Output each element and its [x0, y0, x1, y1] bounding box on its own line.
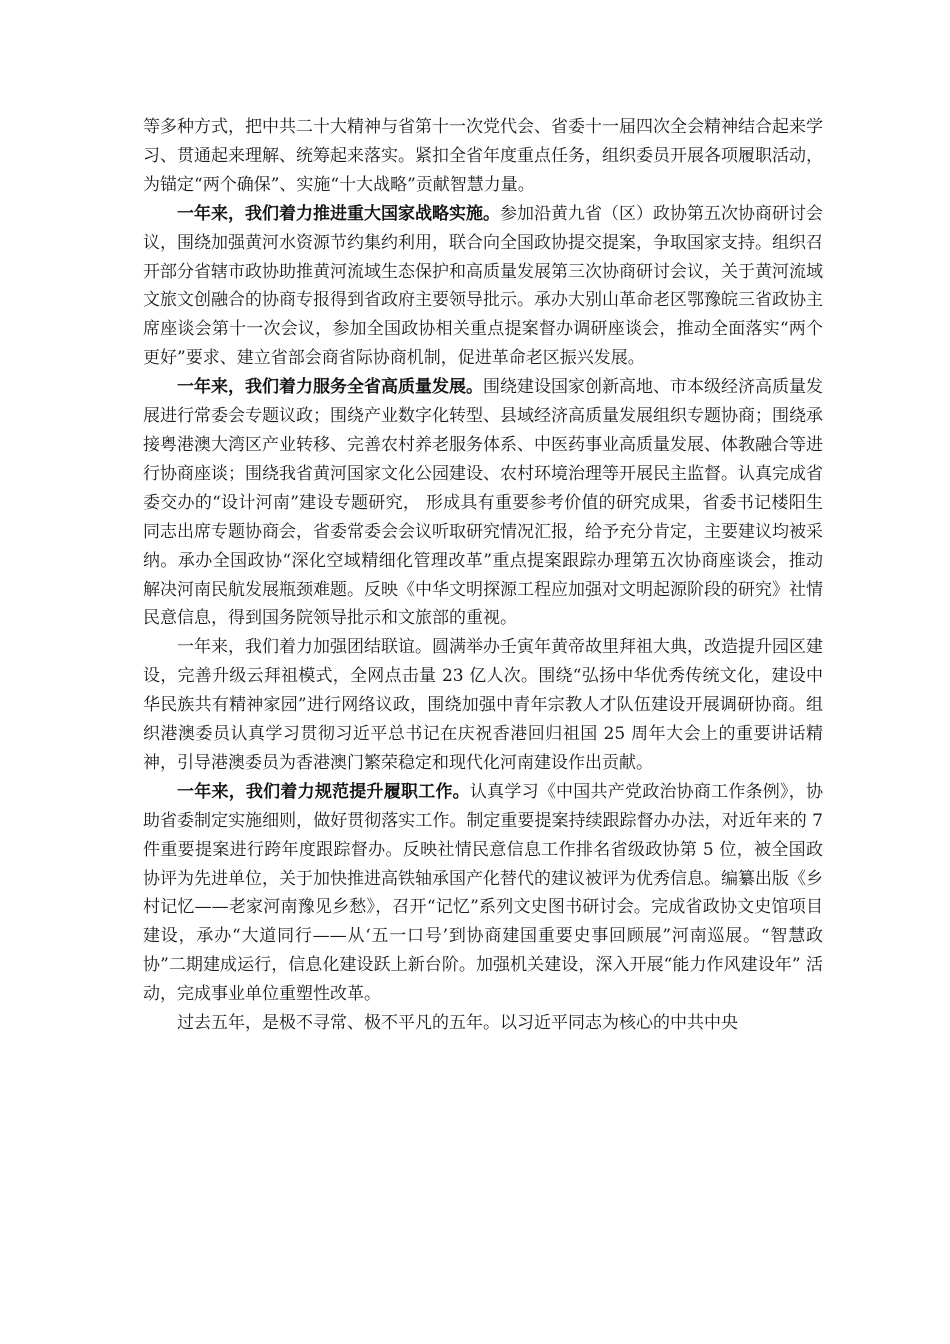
paragraph-text: 参加沿黄九省（区）政协第五次协商研讨会议，围绕加强黄河水资源节约集约利用，联合向全国政协提交提案，争取国家支持。组织召开部分省辖市政协助推黄河流域生态保护和高质量发展第三次协商研讨会议，关于黄河流域文旅文创融合的协商专报得到省政府主要领导批示。承办大别山革命老区鄂豫皖三省政协主席座谈会第十一次会议，参加全国政协相关重点提案督办调研座谈会，推动全面落实“两个更好”要求、建立省部会商省际协商机制，促进革命老区振兴发展。	[143, 203, 823, 369]
paragraph-intro-continuation	[143, 113, 823, 200]
document-body	[143, 113, 823, 1038]
paragraph-lead-heading: 一年来，我们着力服务全省高质量发展。	[177, 377, 483, 398]
paragraph-national-strategy	[143, 200, 823, 373]
paragraph-lead-heading: 一年来，我们着力规范提升履职工作。	[177, 781, 470, 802]
paragraph-lead-heading: 一年来，我们着力推进重大国家战略实施。	[177, 203, 500, 224]
paragraph-text: 认真学习《中国共产党政治协商工作条例》，协助省委制定实施细则，做好贯彻落实工作。制定重要提案持续跟踪督办办法，对近年来的 7 件重要提案进行跨年度跟踪督办。反映社情民意信息工作排名省级政协第 5 位，被全国政协评为先进单位，关于加快推进高铁轴承国产化替代的建议被评为优秀信息。编纂出版《乡村记忆——老家河南豫见乡愁》，召开“记忆”系列文史图书研讨会。完成省政协文史馆项目建设，承办“大道同行——从‘五一口号’到协商建国重要史事回顾展”河南巡展。“智慧政协”二期建成运行，信息化建设跃上新台阶。加强机关建设，深入开展“能力作风建设年” 活动，完成事业单位重塑性改革。	[143, 781, 824, 1005]
paragraph-text: 过去五年，是极不寻常、极不平凡的五年。以习近平同志为核心的中共中央	[177, 1013, 738, 1034]
paragraph-high-quality-development	[143, 373, 823, 633]
paragraph-unity-friendship	[143, 633, 823, 778]
paragraph-past-five-years	[143, 1009, 823, 1038]
paragraph-text: 等多种方式，把中共二十大精神与省第十一次党代会、省委十一届四次全会精神结合起来学习、贯通起来理解、统筹起来落实。紧扣全省年度重点任务，组织委员开展各项履职活动，为锚定“两个确保”、实施“十大战略”贡献智慧力量。	[143, 117, 823, 195]
paragraph-duty-performance	[143, 778, 823, 1009]
paragraph-text: 围绕建设国家创新高地、市本级经济高质量发展进行常委会专题议政；围绕产业数字化转型、县域经济高质量发展组织专题协商；围绕承接粤港澳大湾区产业转移、完善农村养老服务体系、中医药事业高质量发展、体教融合等进行协商座谈；围绕我省黄河国家文化公园建设、农村环境治理等开展民主监督。认真完成省委交办的“设计河南”建设专题研究， 形成具有重要参考价值的研究成果，省委书记楼阳生同志出席专题协商会，省委常委会会议听取研究情况汇报，给予充分肯定，主要建议均被采纳。承办全国政协“深化空域精细化管理改革”重点提案跟踪办理第五次协商座谈会，推动解决河南民航发展瓶颈难题。反映《中华文明探源工程应加强对文明起源阶段的研究》社情民意信息，得到国务院领导批示和文旅部的重视。	[143, 377, 823, 629]
paragraph-text: 一年来，我们着力加强团结联谊。圆满举办壬寅年黄帝故里拜祖大典，改造提升园区建设，完善升级云拜祖模式，全网点击量 23 亿人次。围绕“弘扬中华优秀传统文化，建设中华民族共有精神家园”进行网络议政，围绕加强中青年宗教人才队伍建设开展调研协商。组织港澳委员认真学习贯彻习近平总书记在庆祝香港回归祖国 25 周年大会上的重要讲话精神，引导港澳委员为香港澳门繁荣稳定和现代化河南建设作出贡献。	[143, 637, 823, 773]
